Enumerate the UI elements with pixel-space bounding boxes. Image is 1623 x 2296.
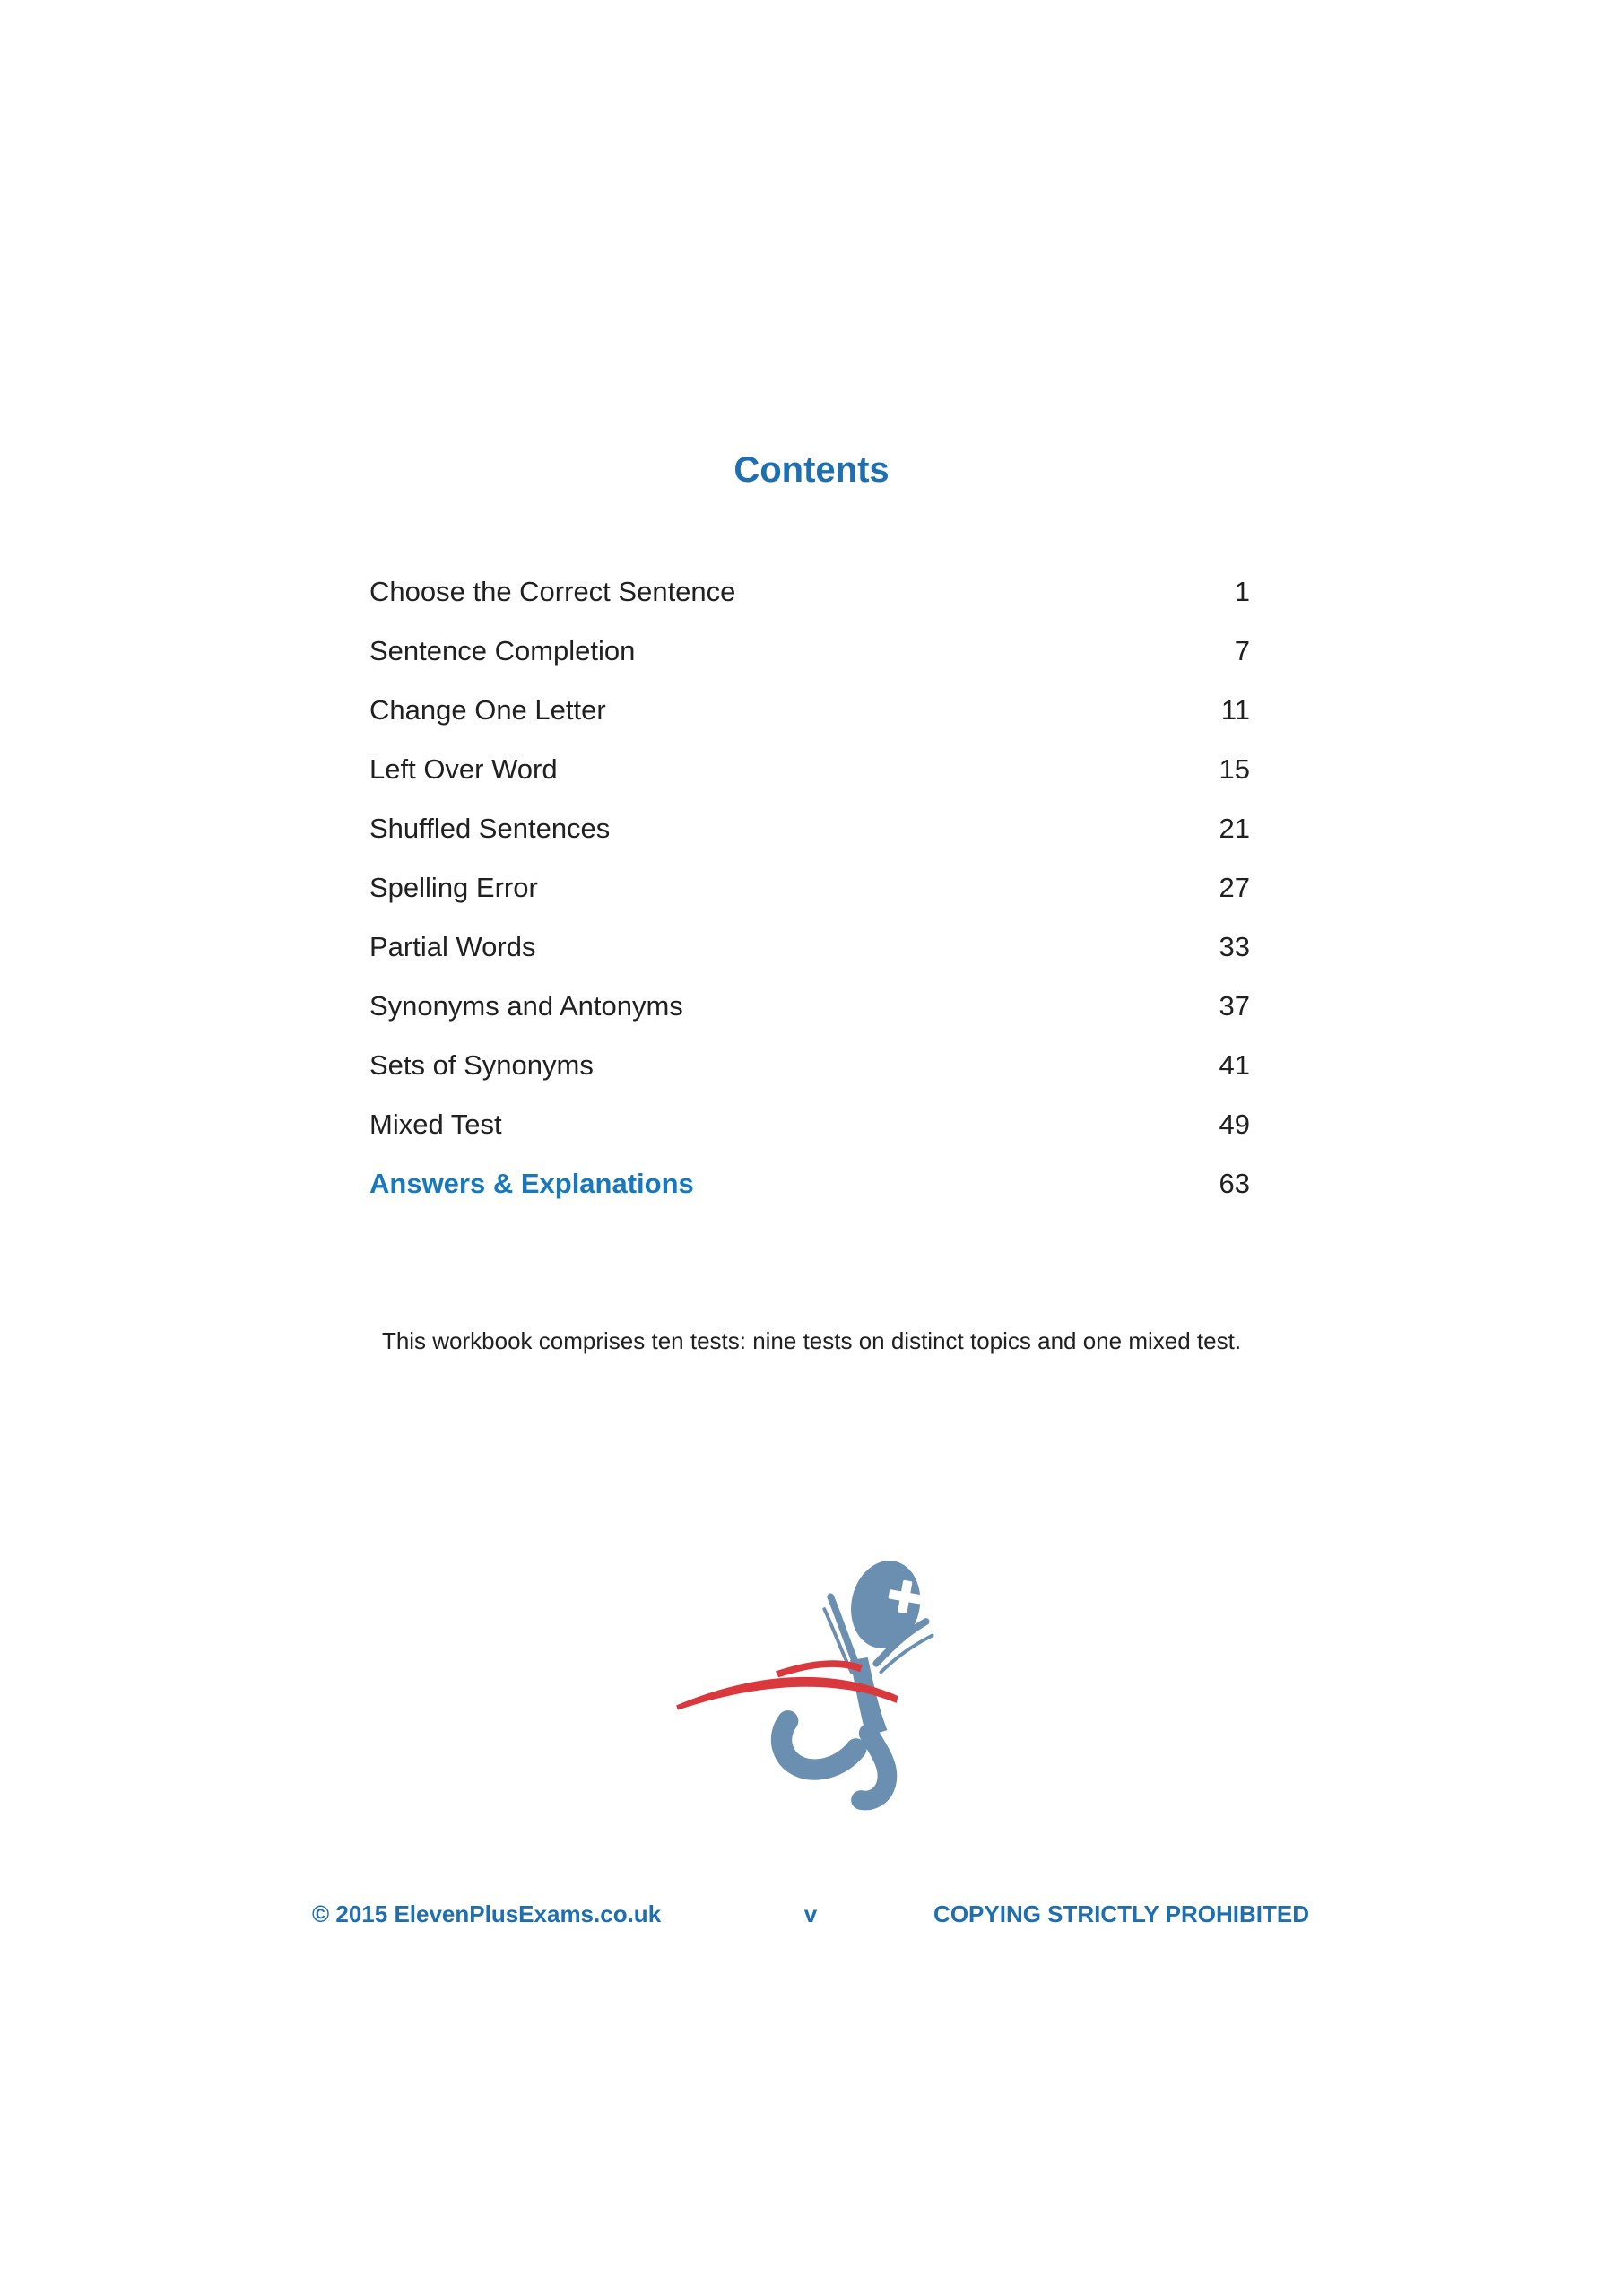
toc-row [369, 977, 1250, 1036]
toc-entry-page: 1 [1234, 576, 1250, 607]
toc-entry-page: 41 [1219, 1049, 1250, 1081]
footer-page-number: v [803, 1900, 818, 1927]
toc-entry-label: Mixed Test [369, 1109, 502, 1140]
toc-row [369, 681, 1250, 740]
toc-row [369, 562, 1250, 622]
toc-entry-label: Shuffled Sentences [369, 813, 611, 844]
toc-row [369, 1095, 1250, 1154]
toc-entry-page: 7 [1234, 635, 1250, 666]
page-footer [312, 1898, 1309, 1930]
toc-entry-label: Choose the Correct Sentence [369, 576, 736, 607]
toc-row [369, 918, 1250, 977]
toc-row [369, 1036, 1250, 1095]
footer-copy-warning: COPYING STRICTLY PROHIBITED [933, 1900, 1309, 1927]
toc-entry-label: Partial Words [369, 931, 536, 962]
toc-entry-label: Answers & Explanations [369, 1168, 694, 1199]
toc-row [369, 858, 1250, 918]
workbook-note: This workbook comprises ten tests: nine tests on distinct topics and one mixed test. [381, 1327, 1242, 1354]
toc-entry-page: 21 [1219, 813, 1250, 844]
toc-entry-label: Sentence Completion [369, 635, 636, 666]
toc-entry-page: 63 [1219, 1168, 1250, 1199]
toc-entry-label: Sets of Synonyms [369, 1049, 594, 1081]
page-title: Contents [733, 450, 890, 490]
toc-entry-page: 33 [1219, 931, 1250, 962]
toc-entry-label: Change One Letter [369, 694, 606, 726]
toc-entry-page: 49 [1219, 1109, 1250, 1140]
footer-copyright: © 2015 ElevenPlusExams.co.uk [312, 1900, 662, 1927]
toc-entry-page: 11 [1220, 694, 1250, 726]
toc-row [369, 740, 1250, 799]
toc-entry-label: Left Over Word [369, 753, 558, 785]
toc-row-answers [369, 1154, 1250, 1213]
toc-entry-label: Spelling Error [369, 872, 538, 903]
table-of-contents [369, 562, 1250, 1213]
toc-row [369, 799, 1250, 858]
toc-row [369, 622, 1250, 681]
toc-entry-page: 27 [1219, 872, 1250, 903]
toc-entry-label: Synonyms and Antonyms [369, 990, 683, 1022]
toc-entry-page: 37 [1219, 990, 1250, 1022]
toc-entry-page: 15 [1219, 753, 1250, 785]
runner-finish-ribbon-logo-icon [665, 1532, 976, 1815]
